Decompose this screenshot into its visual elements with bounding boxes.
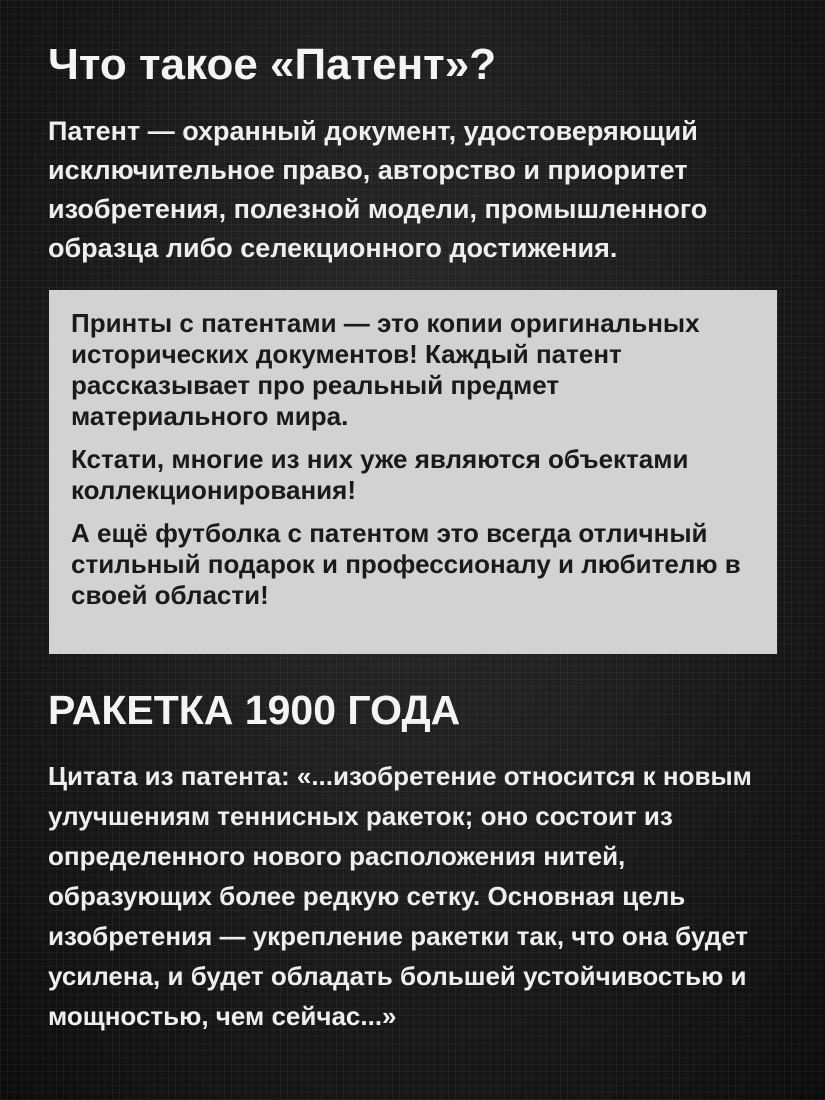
patent-definition: Патент — охранный документ, удостоверяющий исключительное право, авторство и приоритет изобретения, полезной модели, промышленного образца либо селекционного достижения.	[48, 116, 708, 263]
info-paragraph: Кстати, многие из них уже являются объектами коллекционирования!	[71, 444, 689, 505]
info-paragraph: Принты с патентами — это копии оригинальных исторических документов! Каждый патент рассказывает про реальный предмет материального мира.	[71, 308, 700, 431]
section-title: РАКЕТКА 1900 ГОДА	[48, 687, 461, 733]
page-heading: Что такое «Патент»?	[48, 40, 497, 89]
info-paragraph: А ещё футболка с патентом это всегда отличный стильный подарок и профессионалу и любителю в своей области!	[71, 518, 741, 610]
patent-quote: Цитата из патента: «...изобретение относится к новым улучшениям теннисных ракеток; оно состоит из определенного нового расположения нитей, образующих более редкую сетку. Основная цель изобретения — укрепление ракетки так, что она будет усилена, и будет обладать большей устойчивостью и мощностью, чем сейчас...»	[48, 761, 752, 1031]
info-box	[49, 290, 777, 654]
